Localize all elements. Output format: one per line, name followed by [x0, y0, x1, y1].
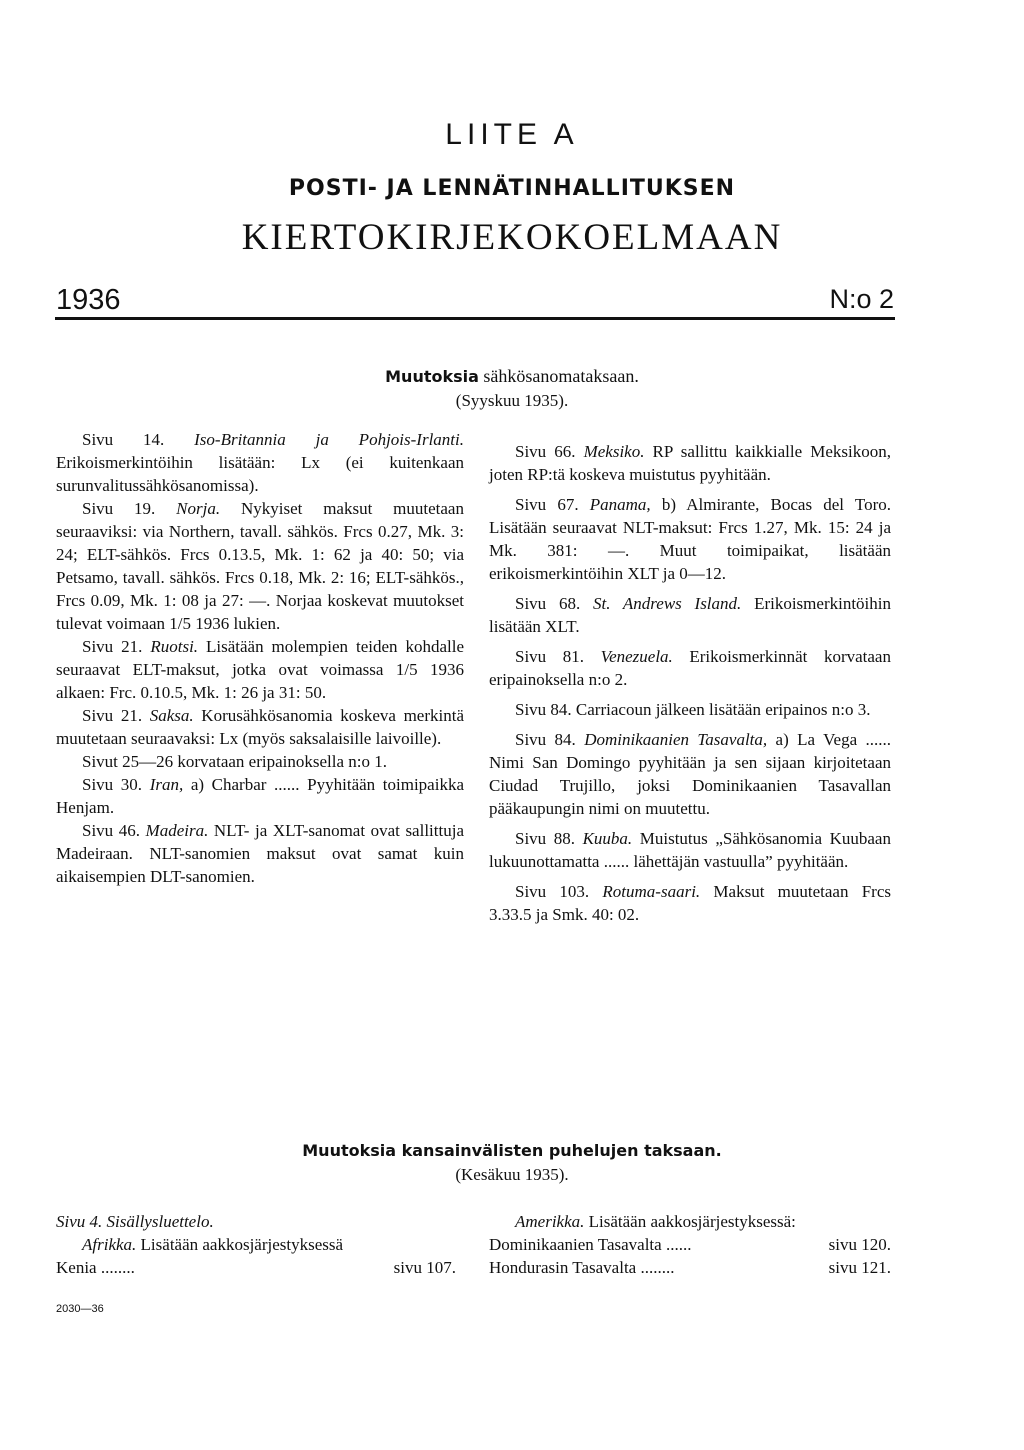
africa-line — [56, 1233, 456, 1256]
section2-left-column — [56, 1210, 456, 1279]
toc-entry-page: sivu 120. — [828, 1235, 891, 1254]
header-rule — [55, 317, 895, 320]
entry-text: Nykyiset maksut muutetaan seuraaviksi: via Northern, tavall. sähkös. Frcs 0.27, Mk. 3: 24; ELT-sähkös. Frcs 0.13.5, Mk. 1: 62 ja 40: 50; via Petsamo, tavall. sähkös. Frcs 0.18, Mk. 2: 16; ELT-sähkös., Frcs 0.09, Mk. 1: 08 ja 27: —. Norjaa koskevat muutokset tulevat voimaan 1/5 1936 lukien. — [56, 499, 464, 633]
entry-prefix: Sivu 68. — [515, 594, 593, 613]
entry-prefix: Sivu 14. — [82, 430, 195, 449]
entry-text: Erikoismerkintöihin lisätään XLT. — [489, 594, 891, 636]
issue-number: N:o 2 — [829, 284, 894, 314]
entry-text: Maksut muutetaan Frcs 3.33.5 ja Smk. 40: 02. — [489, 882, 891, 924]
entry-text: Muistutus „Sähkösanomia Kuubaan lukuunottamatta ...... lähettäjän vastuulla” pyyhitään. — [489, 829, 891, 871]
entry-paragraph — [489, 645, 891, 691]
entry-prefix: Sivu 66. — [515, 442, 584, 461]
section1-title — [0, 364, 1024, 413]
entry-country: Ruotsi. — [150, 637, 199, 656]
section1-right-column — [489, 440, 891, 926]
america-line — [489, 1210, 891, 1233]
entry-prefix: Sivu 81. — [515, 647, 601, 666]
toc-entry-page: sivu 107. — [393, 1258, 456, 1277]
entry-prefix: Sivu 84. Carriacoun jälkeen lisätään eripainos n:o 3. — [515, 700, 871, 719]
entry-country: Iso-Britannia ja Pohjois-Irlanti. — [194, 430, 464, 449]
africa-line-text: Lisätään aakkosjärjestyksessä — [136, 1235, 344, 1254]
entry-prefix: Sivu 30. — [82, 775, 150, 794]
entry-country: Rotuma-saari. — [602, 882, 701, 901]
toc-entry — [489, 1256, 891, 1279]
entry-country: Panama, — [589, 495, 651, 514]
section2-title — [0, 1138, 1024, 1187]
entry-country: Kuuba. — [582, 829, 633, 848]
entry-paragraph — [56, 750, 464, 773]
entry-paragraph — [56, 704, 464, 750]
entry-paragraph — [56, 428, 464, 497]
section1-title-rest: sähkösanomataksaan. — [483, 366, 639, 386]
entry-paragraph — [56, 773, 464, 819]
entry-paragraph — [489, 880, 891, 926]
entry-text: Erikoismerkinnät korvataan eripainoksella n:o 2. — [489, 647, 891, 689]
entry-paragraph — [489, 493, 891, 585]
entry-text: a) La Vega ...... Nimi San Domingo pyyhitään ja sen sijaan kirjoitetaan Ciudad Trujillo, joksi Dominikaanien Tasavallan pääkaupungin nimi on muutettu. — [489, 730, 891, 818]
entry-prefix: Sivu 103. — [515, 882, 603, 901]
entry-country: St. Andrews Island. — [592, 594, 742, 613]
entry-prefix: Sivu 84. — [515, 730, 585, 749]
entry-country: Venezuela. — [600, 647, 673, 666]
entry-prefix: Sivu 21. — [82, 706, 150, 725]
entry-text: Korusähkösanomia koskeva merkintä muutetaan seuraavaksi: Lx (myös saksalaisille laivoille). — [56, 706, 464, 748]
entry-text: b) Almirante, Bocas del Toro. Lisätään seuraavat NLT-maksut: Frcs 1.27, Mk. 15: 24 ja Mk. 381: —. Muut toimipaikat, lisätään erikoismerkintöihin XLT ja 0—12. — [489, 495, 891, 583]
publisher-heading: POSTI- JA LENNÄTINHALLITUKSEN — [288, 176, 736, 201]
entry-paragraph — [56, 497, 464, 635]
section2-date: (Kesäkuu 1935). — [455, 1165, 569, 1184]
america-line-text: Lisätään aakkosjärjestyksessä: — [584, 1212, 796, 1231]
entry-text: Erikoismerkintöihin lisätään: Lx (ei kuitenkaan surunvalitussähkösanomissa). — [56, 453, 464, 495]
entry-country: Iran, — [149, 775, 184, 794]
entry-country: Dominikaanien Tasavalta, — [584, 730, 768, 749]
entry-text: RP sallittu kaikkialle Meksikoon, joten RP:tä koskeva muistutus pyyhitään. — [489, 442, 892, 484]
section2-title-bold: Muutoksia kansainvälisten puhelujen taksaan. — [302, 1141, 722, 1160]
entry-paragraph — [489, 728, 891, 820]
entry-paragraph — [489, 592, 891, 638]
continent-name: Afrikka. — [82, 1235, 137, 1254]
appendix-label: LIITE A — [445, 118, 579, 151]
toc-entry — [56, 1256, 456, 1279]
entry-prefix: Sivu 88. — [515, 829, 583, 848]
entry-prefix: Sivut 25—26 korvataan eripainoksella n:o 1. — [82, 752, 387, 771]
toc-heading-text: Sivu 4. Sisällysluettelo. — [56, 1212, 214, 1231]
toc-entry-name: Hondurasin Tasavalta ........ — [489, 1258, 675, 1277]
section1-title-bold: Muutoksia — [385, 367, 479, 386]
section1-left-column — [56, 428, 464, 888]
entry-paragraph — [489, 440, 891, 486]
continent-name: Amerikka. — [515, 1212, 585, 1231]
section2-right-column — [489, 1210, 891, 1279]
year-label: 1936 — [56, 284, 121, 316]
toc-entry-page: sivu 121. — [828, 1258, 891, 1277]
entry-text: Lisätään molempien teiden kohdalle seuraavat ELT-maksut, jotka ovat voimassa 1/5 1936 alkaen: Frc. 0.10.5, Mk. 1: 26 ja 31: 50. — [56, 637, 464, 702]
entry-text: a) Charbar ...... Pyyhitään toimipaikka Henjam. — [56, 775, 464, 817]
entry-paragraph — [56, 635, 464, 704]
entry-paragraph — [56, 819, 464, 888]
entry-prefix: Sivu 19. — [82, 499, 177, 518]
entry-country: Norja. — [176, 499, 221, 518]
entry-country: Madeira. — [145, 821, 209, 840]
collection-heading: KIERTOKIRJEKOKOELMAAN — [241, 217, 783, 258]
entry-prefix: Sivu 21. — [82, 637, 151, 656]
entry-paragraph — [489, 827, 891, 873]
toc-heading — [56, 1210, 456, 1233]
section1-date: (Syyskuu 1935). — [455, 391, 569, 410]
entry-country: Meksiko. — [583, 442, 645, 461]
toc-entry — [489, 1233, 891, 1256]
print-code: 2030—36 — [56, 1303, 104, 1315]
entry-prefix: Sivu 67. — [515, 495, 590, 514]
entry-paragraph — [489, 698, 891, 721]
toc-entry-name: Dominikaanien Tasavalta ...... — [489, 1235, 692, 1254]
entry-country: Saksa. — [149, 706, 194, 725]
entry-text: NLT- ja XLT-sanomat ovat sallittuja Madeiraan. NLT-sanomien maksut ovat samat kuin aikaisempien DLT-sanomien. — [56, 821, 464, 886]
entry-prefix: Sivu 46. — [82, 821, 146, 840]
toc-entry-name: Kenia ........ — [56, 1258, 135, 1277]
